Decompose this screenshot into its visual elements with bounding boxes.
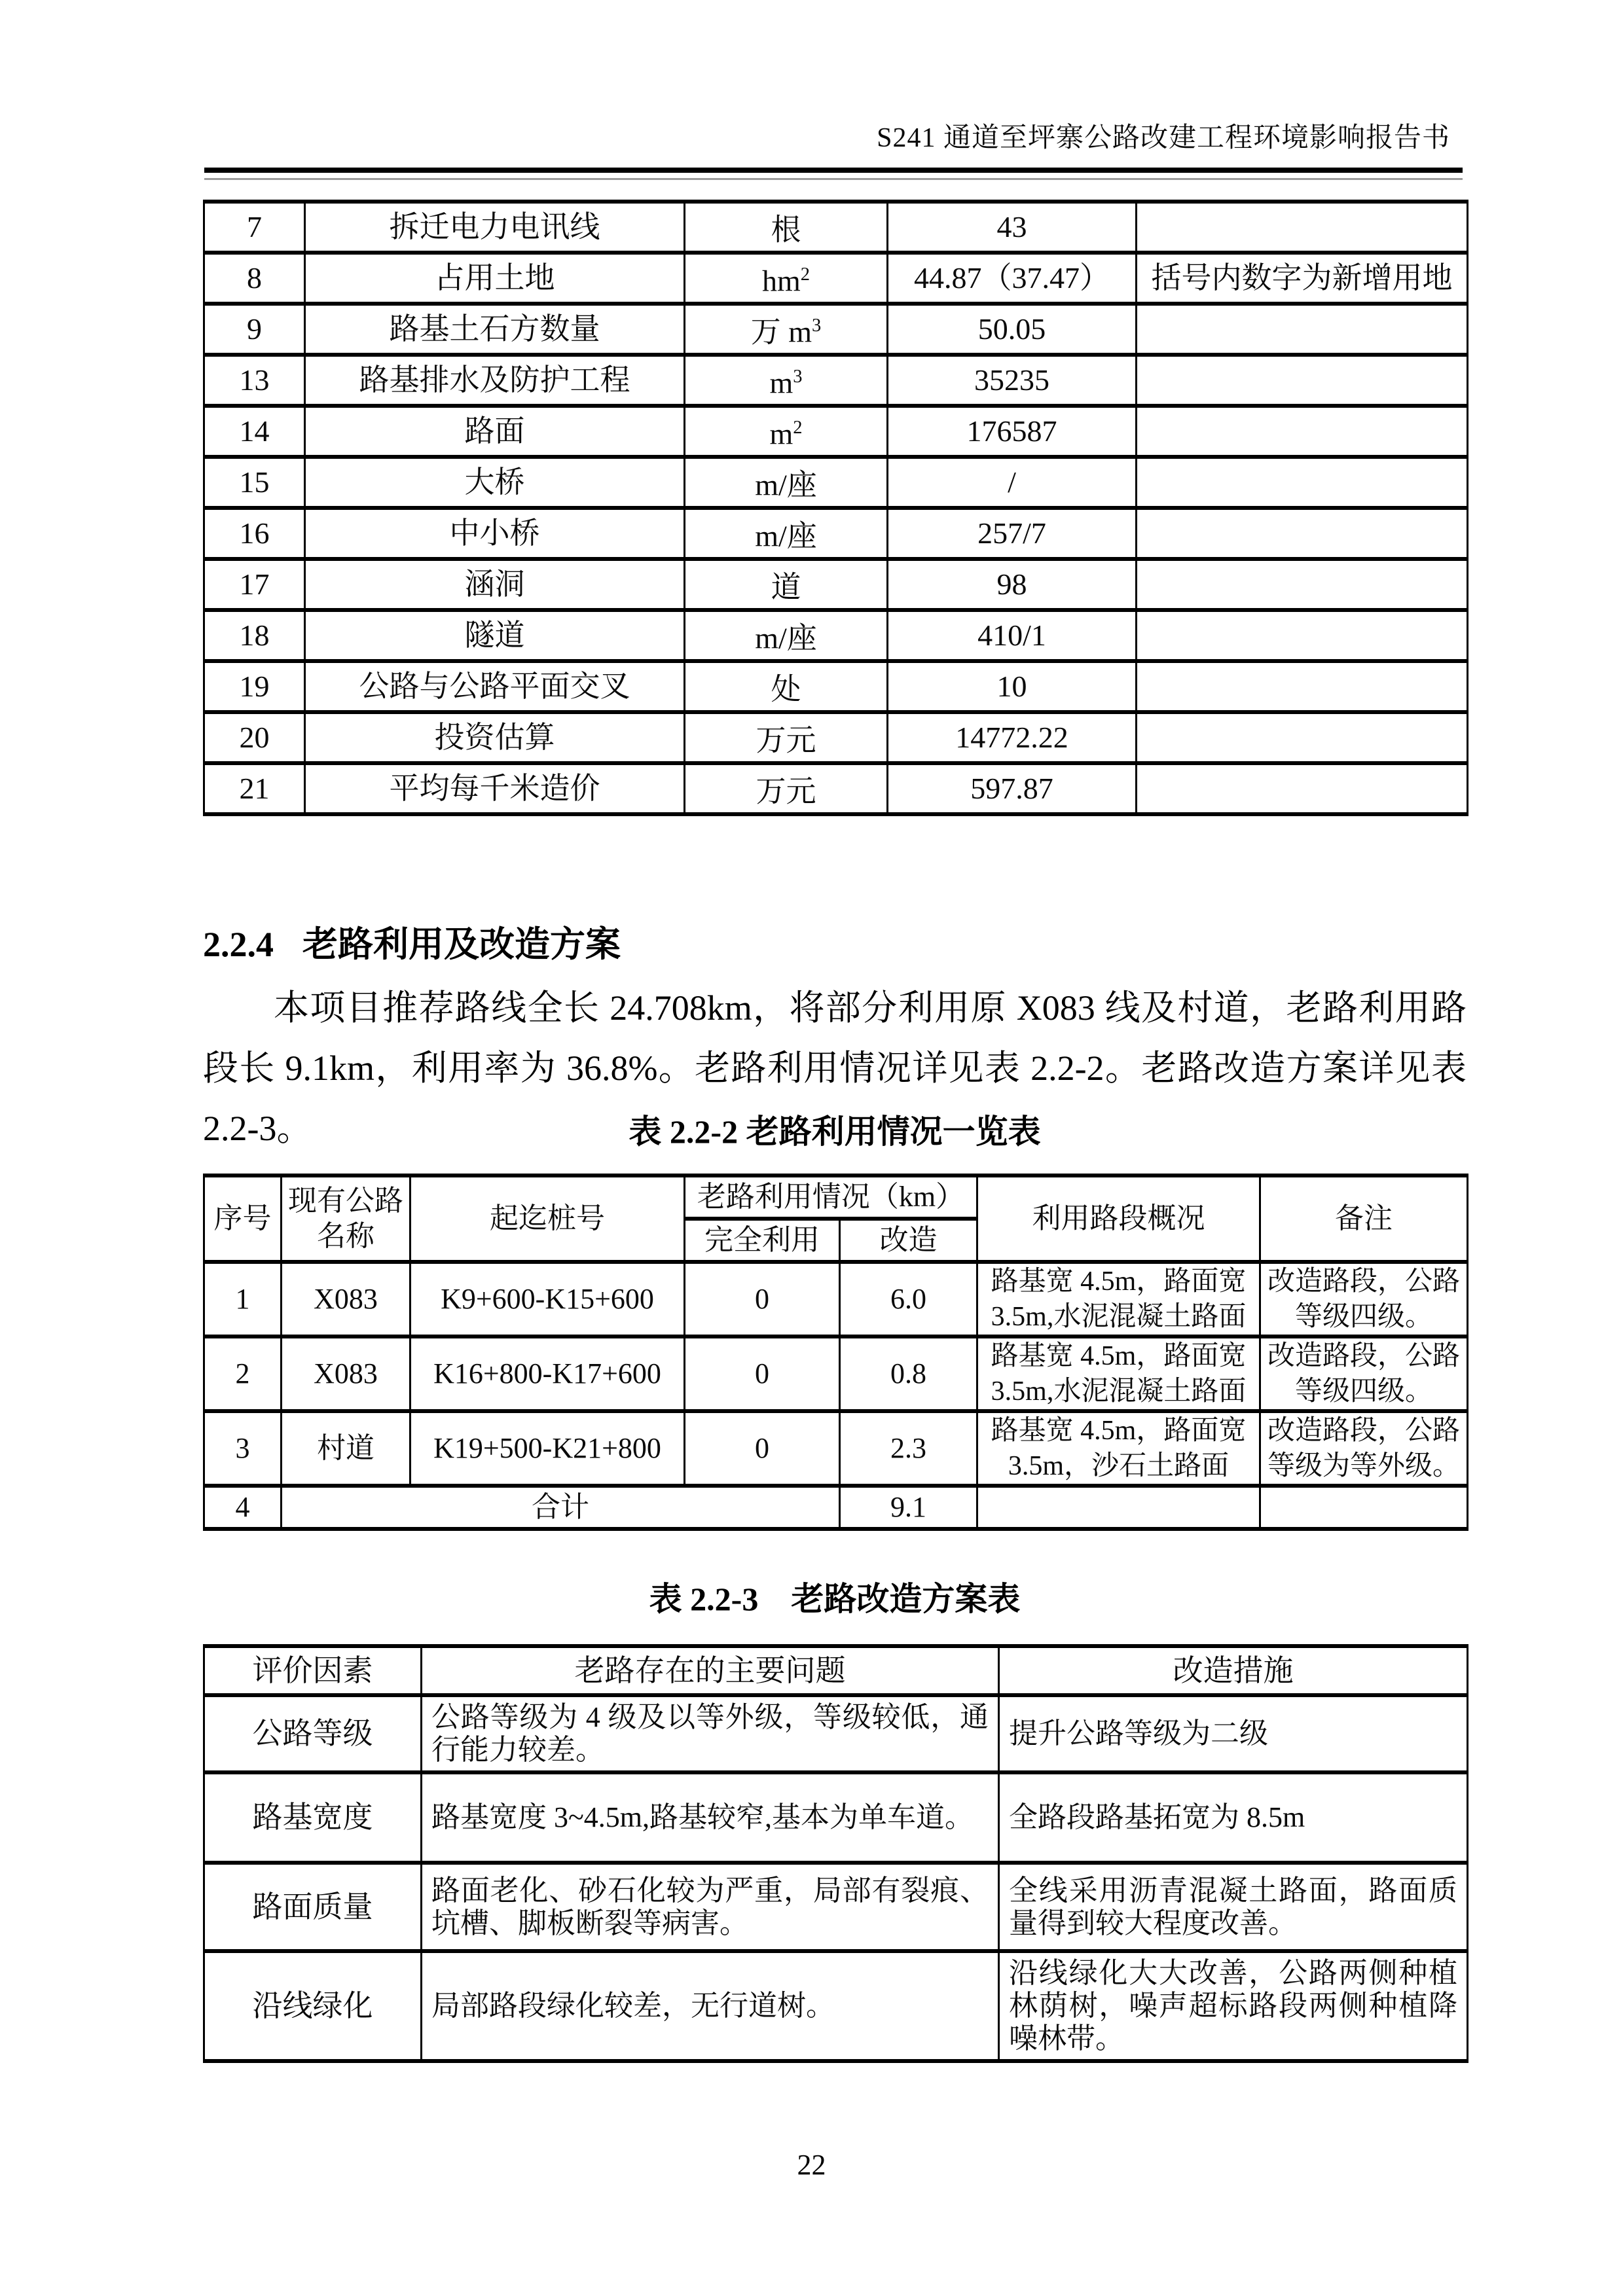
cell-note	[1137, 763, 1468, 814]
header-usage-group: 老路利用情况（km）	[685, 1175, 977, 1219]
cell-note: 改造路段，公路等级四级。	[1260, 1336, 1468, 1411]
header-row-top	[204, 1175, 1468, 1219]
unit-base: m	[769, 366, 793, 400]
cell-rebuild: 2.3	[840, 1411, 977, 1486]
table-row	[204, 610, 1468, 661]
cell-item-name: 涵洞	[305, 559, 685, 610]
cell-quantity: 35235	[888, 355, 1137, 406]
unit-superscript: 3	[812, 315, 822, 336]
cell-quantity: 44.87（37.47）	[888, 253, 1137, 304]
cell-item-name: 占用土地	[305, 253, 685, 304]
cell-serial: 8	[204, 253, 305, 304]
cell-full-use: 0	[685, 1262, 840, 1336]
old-road-usage-table-body	[204, 1262, 1468, 1486]
cell-note	[1260, 1486, 1468, 1529]
old-road-usage-total	[204, 1486, 1468, 1529]
cell-serial: 20	[204, 712, 305, 763]
cell-serial: 4	[204, 1486, 282, 1529]
cell-serial: 13	[204, 355, 305, 406]
page-number: 22	[797, 2149, 826, 2181]
header-row	[204, 1646, 1468, 1695]
cell-item-name: 拆迁电力电讯线	[305, 202, 685, 253]
cell-serial: 7	[204, 202, 305, 253]
cell-note	[1137, 712, 1468, 763]
unit-superscript: 2	[793, 418, 803, 439]
table-row	[204, 304, 1468, 355]
section-title: 老路利用及改造方案	[302, 925, 621, 964]
unit-base: hm	[761, 264, 801, 298]
table-row	[204, 508, 1468, 559]
cell-item-name: 公路与公路平面交叉	[305, 661, 685, 712]
unit-base: 万 m	[750, 315, 812, 349]
rebuild-plan-table-head	[204, 1646, 1468, 1695]
running-head	[203, 120, 1450, 156]
table-row	[204, 1336, 1468, 1411]
unit-base: m/座	[755, 621, 817, 655]
cell-unit	[685, 712, 888, 763]
cell-item-name: 路面	[305, 406, 685, 457]
cell-problem: 路基宽度 3~4.5m,路基较窄,基本为单车道。	[422, 1772, 999, 1863]
cell-factor: 路基宽度	[204, 1772, 422, 1863]
cell-serial: 18	[204, 610, 305, 661]
unit-base: 处	[771, 672, 801, 706]
header-rule-thin	[204, 178, 1463, 180]
old-road-usage-table-head	[204, 1175, 1468, 1262]
unit-base: m/座	[755, 519, 817, 553]
cell-unit	[685, 355, 888, 406]
table-row	[204, 712, 1468, 763]
cell-note	[1137, 508, 1468, 559]
cell-serial: 9	[204, 304, 305, 355]
header-full-use: 完全利用	[685, 1219, 840, 1262]
cell-overview: 路基宽 4.5m，路面宽 3.5m，沙石土路面	[977, 1411, 1260, 1486]
cell-note	[1137, 610, 1468, 661]
cell-measure: 提升公路等级为二级	[999, 1695, 1468, 1772]
total-row	[204, 1486, 1468, 1529]
cell-unit	[685, 508, 888, 559]
cell-rebuild: 6.0	[840, 1262, 977, 1336]
table-2-2-3-caption: 表 2.2-3 老路改造方案表	[649, 1581, 1021, 1617]
table-row	[204, 1695, 1468, 1772]
cell-note	[1137, 457, 1468, 508]
project-scale-table-body	[204, 202, 1468, 814]
cell-quantity: 176587	[888, 406, 1137, 457]
cell-problem: 路面老化、砂石化较为严重，局部有裂痕、坑槽、脚板断裂等病害。	[422, 1863, 999, 1951]
cell-serial: 21	[204, 763, 305, 814]
cell-serial: 17	[204, 559, 305, 610]
cell-quantity: 597.87	[888, 763, 1137, 814]
table-row	[204, 763, 1468, 814]
cell-quantity: /	[888, 457, 1137, 508]
cell-note: 改造路段，公路等级为等外级。	[1260, 1411, 1468, 1486]
table-row	[204, 1951, 1468, 2061]
cell-stake: K16+800-K17+600	[410, 1336, 685, 1411]
cell-road-name: 村道	[282, 1411, 410, 1486]
cell-serial: 2	[204, 1336, 282, 1411]
cell-note: 括号内数字为新增用地	[1137, 253, 1468, 304]
cell-problem: 公路等级为 4 级及以等外级，等级较低，通行能力较差。	[422, 1695, 999, 1772]
cell-item-name: 平均每千米造价	[305, 763, 685, 814]
cell-road-name: X083	[282, 1336, 410, 1411]
table-row	[204, 559, 1468, 610]
cell-quantity: 43	[888, 202, 1137, 253]
table-row	[204, 202, 1468, 253]
cell-road-name: X083	[282, 1262, 410, 1336]
body-paragraph: 本项目推荐路线全长 24.708km，将部分利用原 X083 线及村道，老路利用路段长 9.1km，利用率为 36.8%。老路利用情况详见表 2.2-2。老路改造方案详见表 2.2-3。	[203, 988, 1467, 1148]
cell-item-name: 路基排水及防护工程	[305, 355, 685, 406]
cell-factor: 公路等级	[204, 1695, 422, 1772]
cell-item-name: 中小桥	[305, 508, 685, 559]
cell-full-use: 0	[685, 1411, 840, 1486]
cell-note	[1137, 304, 1468, 355]
table-row	[204, 406, 1468, 457]
header-road-name: 现有公路名称	[282, 1175, 410, 1262]
cell-factor: 路面质量	[204, 1863, 422, 1951]
unit-base: 道	[771, 570, 801, 604]
header-rebuild: 改造	[840, 1219, 977, 1262]
cell-item-name: 隧道	[305, 610, 685, 661]
cell-measure: 全线采用沥青混凝土路面，路面质量得到较大程度改善。	[999, 1863, 1468, 1951]
cell-item-name: 路基土石方数量	[305, 304, 685, 355]
old-road-rebuild-plan-table	[203, 1644, 1468, 2063]
cell-serial: 14	[204, 406, 305, 457]
cell-quantity: 410/1	[888, 610, 1137, 661]
cell-problem: 局部路段绿化较差，无行道树。	[422, 1951, 999, 2061]
header-note: 备注	[1260, 1175, 1468, 1262]
cell-overview: 路基宽 4.5m，路面宽 3.5m,水泥混凝土路面	[977, 1336, 1260, 1411]
table-row	[204, 457, 1468, 508]
cell-overview	[977, 1486, 1260, 1529]
cell-total-label: 合计	[282, 1486, 840, 1529]
cell-full-use: 0	[685, 1336, 840, 1411]
cell-measure: 全路段路基拓宽为 8.5m	[999, 1772, 1468, 1863]
cell-rebuild-total: 9.1	[840, 1486, 977, 1529]
cell-unit	[685, 610, 888, 661]
cell-note: 改造路段，公路等级四级。	[1260, 1262, 1468, 1336]
unit-base: 万元	[756, 774, 816, 808]
cell-stake: K9+600-K15+600	[410, 1262, 685, 1336]
table-row	[204, 1863, 1468, 1951]
table-row	[204, 1262, 1468, 1336]
unit-base: m	[769, 417, 793, 451]
cell-serial: 15	[204, 457, 305, 508]
cell-quantity: 10	[888, 661, 1137, 712]
cell-stake: K19+500-K21+800	[410, 1411, 685, 1486]
running-head-title: S241 通道至坪寨公路改建工程环境影响报告书	[877, 123, 1450, 153]
unit-superscript: 2	[800, 264, 811, 285]
cell-unit	[685, 559, 888, 610]
cell-unit	[685, 253, 888, 304]
cell-serial: 1	[204, 1262, 282, 1336]
unit-base: m/座	[755, 468, 817, 502]
table-row	[204, 661, 1468, 712]
header-overview: 利用路段概况	[977, 1175, 1260, 1262]
cell-item-name: 大桥	[305, 457, 685, 508]
section-number: 2.2.4	[203, 925, 274, 964]
cell-note	[1137, 355, 1468, 406]
cell-note	[1137, 661, 1468, 712]
cell-serial: 19	[204, 661, 305, 712]
cell-overview: 路基宽 4.5m，路面宽 3.5m,水泥混凝土路面	[977, 1262, 1260, 1336]
rebuild-plan-table-body	[204, 1695, 1468, 2061]
cell-quantity: 50.05	[888, 304, 1137, 355]
cell-note	[1137, 202, 1468, 253]
cell-unit	[685, 202, 888, 253]
cell-note	[1137, 559, 1468, 610]
table-2-2-2-caption: 表 2.2-2 老路利用情况一览表	[629, 1113, 1041, 1150]
cell-measure: 沿线绿化大大改善，公路两侧种植林荫树，噪声超标路段两侧种植降噪林带。	[999, 1951, 1468, 2061]
table-row	[204, 1772, 1468, 1863]
unit-superscript: 3	[793, 367, 803, 387]
table-row	[204, 355, 1468, 406]
old-road-usage-table	[203, 1174, 1468, 1531]
cell-serial: 3	[204, 1411, 282, 1486]
header-measure: 改造措施	[999, 1646, 1468, 1695]
table-row	[204, 253, 1468, 304]
cell-unit	[685, 661, 888, 712]
cell-quantity: 98	[888, 559, 1137, 610]
header-stake: 起迄桩号	[410, 1175, 685, 1262]
cell-item-name: 投资估算	[305, 712, 685, 763]
cell-note	[1137, 406, 1468, 457]
header-rule-thick	[204, 168, 1463, 173]
header-serial: 序号	[204, 1175, 282, 1262]
cell-serial: 16	[204, 508, 305, 559]
cell-unit	[685, 304, 888, 355]
cell-quantity: 257/7	[888, 508, 1137, 559]
header-problem: 老路存在的主要问题	[422, 1646, 999, 1695]
cell-unit	[685, 457, 888, 508]
cell-unit	[685, 406, 888, 457]
header-factor: 评价因素	[204, 1646, 422, 1695]
unit-base: 万元	[756, 723, 816, 757]
cell-unit	[685, 763, 888, 814]
cell-rebuild: 0.8	[840, 1336, 977, 1411]
project-scale-table	[203, 200, 1468, 816]
unit-base: 根	[771, 213, 801, 247]
section-heading	[203, 924, 1467, 965]
cell-factor: 沿线绿化	[204, 1951, 422, 2061]
table-row	[204, 1411, 1468, 1486]
cell-quantity: 14772.22	[888, 712, 1137, 763]
